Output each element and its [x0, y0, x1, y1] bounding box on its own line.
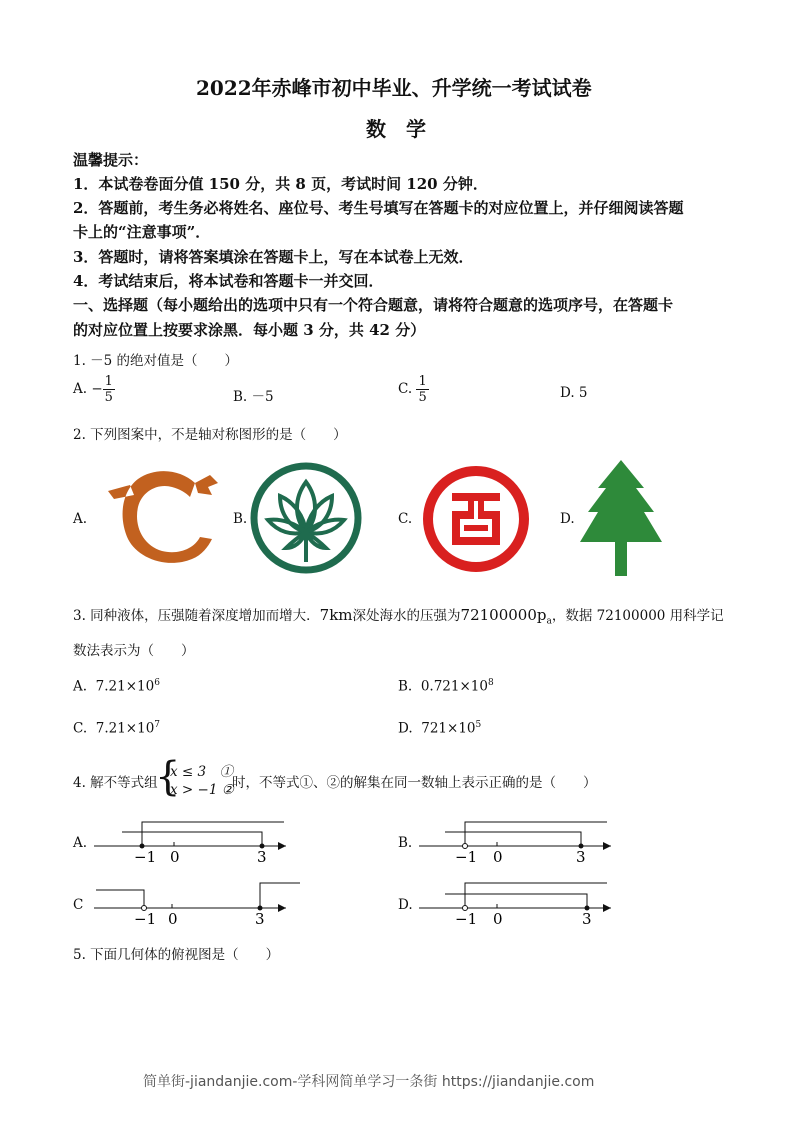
- q2-label-c: C.: [398, 511, 413, 527]
- exponent: 5: [475, 720, 482, 730]
- tick-label: 3: [582, 910, 592, 928]
- q2-label-a: A.: [73, 511, 88, 527]
- tip-line: 4．考试结束后，将本试卷和答题卡一并交回．: [73, 272, 384, 290]
- numerator: 1: [418, 374, 427, 389]
- number-line-d: [415, 878, 615, 928]
- denominator: 5: [104, 390, 113, 405]
- tick-label: 0: [493, 910, 503, 928]
- option-label: A.: [73, 678, 88, 695]
- exam-title: 2022年赤峰市初中毕业、升学统一考试试卷: [196, 76, 592, 100]
- exponent: 8: [487, 678, 494, 688]
- question-5-stem: 5. 下面几何体的俯视图是（ ）: [73, 947, 280, 963]
- q3-text: ，数据 72100000 用科学记: [551, 608, 724, 624]
- tip-line: 卡上的“注意事项”．: [73, 223, 211, 241]
- section-heading: 一、选择题（每小题给出的选项中只有一个符合题意，请将符合题意的选项序号，在答题卡: [73, 296, 674, 314]
- number-line-c: [90, 878, 300, 928]
- numerator: 1: [104, 374, 113, 389]
- question-4-suffix: 时，不等式①、②的解集在同一数轴上表示正确的是（ ）: [232, 775, 597, 791]
- tick-label: −1: [455, 910, 478, 928]
- footer-watermark: 简单街-jiandanjie.com-学科网简单学习一条街 https://jiandanjie.com: [143, 1074, 595, 1090]
- tick-label: 0: [170, 848, 180, 866]
- q1-option-a: [73, 374, 115, 405]
- tick-label: 0: [493, 848, 503, 866]
- q3-option-b: [398, 678, 494, 695]
- q4-label-c: C: [73, 897, 84, 913]
- question-4-prefix: 4. 解不等式组: [73, 775, 158, 791]
- brace-icon: {: [155, 754, 181, 800]
- fraction: [416, 374, 428, 405]
- option-label: C.: [73, 720, 88, 737]
- q2-label-b: B.: [233, 511, 248, 527]
- tick-label: 3: [257, 848, 267, 866]
- q2-label-d: D.: [560, 511, 575, 527]
- lotus-emblem-icon: [250, 462, 362, 574]
- question-3-stem-line1: [73, 604, 724, 627]
- q3-text: 深处海水的压强为: [352, 608, 461, 624]
- section-heading: 的对应位置上按要求涂黑．每小题 3 分，共 42 分）: [73, 321, 426, 339]
- question-1-stem: 1. －5 的绝对值是（ ）: [73, 353, 239, 369]
- q3-pressure-unit-sub: a: [546, 616, 552, 627]
- number-line-a: [90, 816, 290, 866]
- option-value: 0.721×10: [420, 678, 488, 695]
- exponent: 7: [154, 720, 161, 730]
- q3-option-a: [73, 678, 160, 695]
- q3-depth: 7km: [319, 606, 353, 624]
- tip-line: 3．答题时，请将答案填涂在答题卡上，写在本试卷上无效．: [73, 248, 474, 266]
- exponent: 6: [154, 678, 160, 688]
- tips-heading: 温馨提示：: [73, 151, 149, 169]
- tick-label: 0: [168, 910, 178, 928]
- tick-label: −1: [134, 910, 157, 928]
- q3-option-c: [73, 720, 160, 737]
- q4-label-a: A.: [73, 835, 88, 851]
- question-2-stem: 2. 下列图案中，不是轴对称图形的是（ ）: [73, 427, 347, 443]
- tick-label: 3: [576, 848, 586, 866]
- q1-option-c: [398, 374, 429, 405]
- q4-system-row-1: x ≤ 3 ①: [170, 764, 234, 780]
- bank-logo-icon: [422, 465, 530, 573]
- q1-option-d: D. 5: [560, 385, 588, 401]
- option-label: C.: [398, 381, 413, 397]
- q3-option-d: [398, 720, 481, 737]
- q4-label-d: D.: [398, 897, 413, 913]
- option-label: D.: [398, 720, 413, 737]
- option-value: 721×10: [421, 720, 476, 737]
- tick-label: −1: [134, 848, 157, 866]
- tip-line: 2．答题前，考生务必将姓名、座位号、考生号填写在答题卡的对应位置上，并仔细阅读答题: [73, 199, 684, 217]
- tip-line: 1．本试卷卷面分值 150 分，共 8 页，考试时间 120 分钟．: [73, 175, 488, 193]
- tick-label: 3: [255, 910, 265, 928]
- number-line-b: [415, 816, 615, 866]
- option-label: A.: [73, 381, 88, 397]
- option-value: 7.21×10: [95, 678, 155, 695]
- q3-pressure-unit: p: [536, 606, 547, 624]
- option-value: 7.21×10: [95, 720, 155, 737]
- minus-sign: −: [91, 381, 103, 397]
- question-3-stem-line2: 数法表示为（ ）: [73, 643, 195, 659]
- denominator: 5: [418, 390, 427, 405]
- q3-text: 3. 同种液体，压强随着深度增加而增大．: [73, 608, 320, 624]
- subject-title: 数 学: [366, 117, 426, 141]
- tick-label: −1: [455, 848, 478, 866]
- q4-system-row-2: x > −1 ②: [170, 782, 234, 798]
- q3-pressure-value: 72100000: [460, 606, 537, 624]
- fraction: [103, 374, 115, 405]
- option-label: B.: [398, 678, 413, 695]
- q4-label-b: B.: [398, 835, 413, 851]
- q1-option-b: B. －5: [233, 389, 274, 405]
- dragon-logo-icon: [100, 455, 225, 580]
- tree-logo-icon: [578, 458, 664, 578]
